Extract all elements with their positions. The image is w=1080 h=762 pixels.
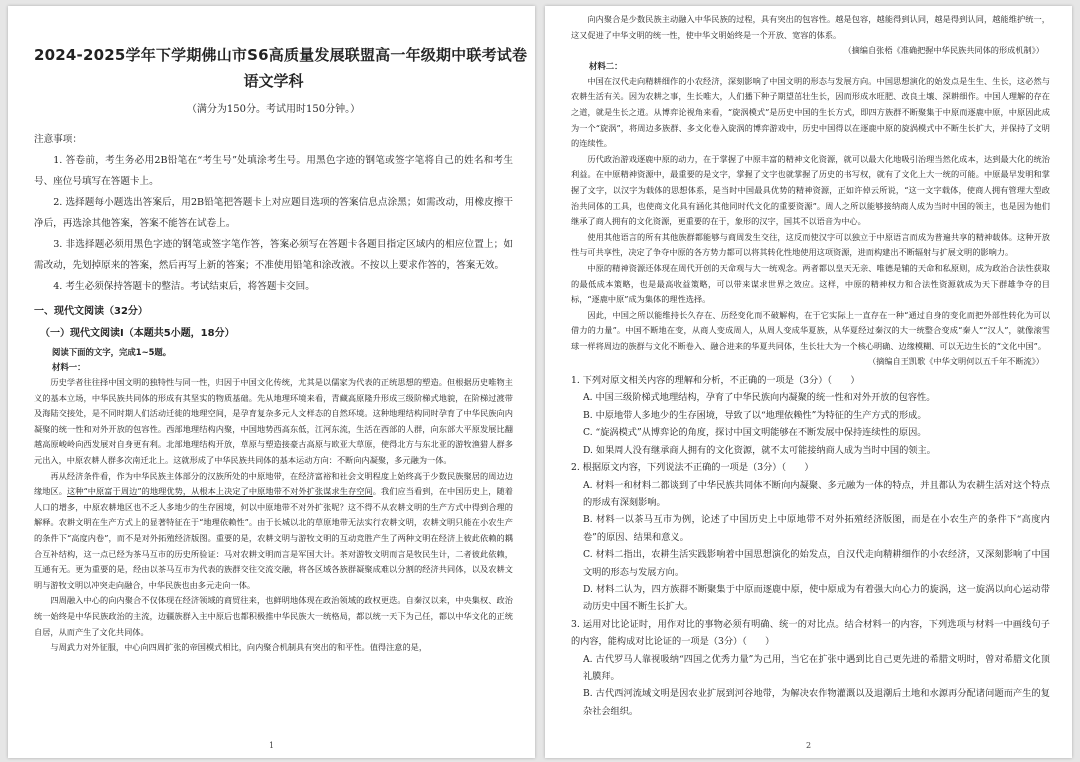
question-stem: 3. 运用对比论证时，用作对比的事物必须有明确、统一的对比点。结合材料一的内容，下列选项与材料一中画线句子的内容，能构成对比论证的一项是（3分）（ ） xyxy=(571,618,1050,648)
answer-option: B. 中原地带人多地少的生存困境，导致了以“地理依赖性”为特征的生产方式的形成。 xyxy=(583,409,927,421)
page-number: 2 xyxy=(805,741,812,750)
page-number: 1 xyxy=(268,741,275,750)
material-paragraph: 与周武力对外征服，中心向四周扩张的帝国模式相比，向内聚合机制具有突出的和平性。值得注意的是， xyxy=(50,642,428,653)
reading-instruction: 阅读下面的文字，完成1~5题。 xyxy=(52,347,172,357)
material-paragraph: 中国在汉代走向精耕细作的小农经济，深刻影响了中国文明的形态与发展方向。中国思想演化的始发点是生生、生长，这必然与农耕生活有关。因为农耕之事，生长唯大，人们播下种子期望茁壮生长，因而形成水旺肥、改良土壤、深耕细作。中国人理解的存在之道，就是生长之道。从博弈论视角来看，“旋涡模式”是历史中国的生长方式，即四方族群不断聚集于中原而逐鹿中原，中原因此成为一个“旋涡”，将周边多族群、多文化卷入旋涡的博弈游戏中，历史中国得以在逐鹿中原的旋涡模式中不断生长扩大，并保持了文明的连续性。 xyxy=(571,75,1050,149)
notice-heading: 注意事项： xyxy=(34,134,82,145)
paragraph-text: 。我们应当看到，在中国历史上，随着人口的增多，中原农耕地区也不乏人多地少的生存困境，何以中原地带不对外扩张呢？这不得不从农耕文明的生产方式中得到合理的解释。农耕文明在生产方式上的显著特征在于“地理依赖性”。由于长城以北的草原地带无法实行农耕文明，农耕文明只能在小农生产的条件下“高度内卷”，而不是对外拓殖经济版图。重要的是，农耕文明与游牧文明的互动竞胜产生了两种文明在经济上彼此依赖的耦合互补结构，这一点已经为茶马互市的历史所验证：马对农耕文明而言是军国大计。茶对游牧文明而言是牧民生计，二者彼此依赖，互通有无。更为重要的是，经由以茶马互市为代表的族群交往交流交融，将各区域各族群凝聚成难以分割的经济共同体，以及农耕文明与游牧文明以冲突走向融合，中华民族也由多元走向一体。 xyxy=(34,486,513,590)
notice-item: 1. 答卷前，考生务必用2B铅笔在“考生号”处填涂考生号。用黑色字迹的钢笔或签字笔将自己的姓名和考生号、座位号填写在答题卡上。 xyxy=(34,155,513,187)
answer-option: B. 材料一以茶马互市为例，论述了中国历史上中原地带不对外拓殖经济版图，而是在小农生产的条件下“高度内卷”的原因、结果和意义。 xyxy=(583,514,1050,543)
section-heading: 一、现代文阅读（32分） xyxy=(34,306,148,317)
material-label: 材料一： xyxy=(52,362,86,372)
answer-option: A. 中国三级阶梯式地理结构，孕育了中华民族向内凝聚的统一性和对外开放的包容性。 xyxy=(583,392,936,404)
source-citation: （摘编自张梧《准确把握中华民族共同体的形成机制》） xyxy=(843,45,1044,56)
question-stem: 1. 下列对原文相关内容的理解和分析，不正确的一项是（3分）（ ） xyxy=(571,375,860,387)
answer-option: C. 材料二指出，农耕生活实践影响着中国思想演化的始发点，自汉代走向精耕细作的小农经济，又深刻影响了中国文明的形态与发展方向。 xyxy=(583,549,1050,578)
exam-page-2 xyxy=(545,6,1072,758)
material-paragraph: 向内聚合是少数民族主动融入中华民族的过程，具有突出的包容性。越是包容，越能得到认同，越是得到认同，越能维护统一，这又促进了中华文明的统一性，使中华文明始终是一个开放、宽容的体系。 xyxy=(571,14,1050,40)
answer-option: B. 古代西河流域文明是因农业扩展到河谷地带，为解决农作物灌溉以及退潮后土地和水源再分配诸问题而产生的复杂社会组织。 xyxy=(583,688,1050,717)
material-paragraph: 中原的精神资源还体现在周代开创的天命观与大一统观念。两者都以皇天无亲、唯德是辅的天命和私原则，成为政治合法性获取的最低成本策略，也是最高收益策略，可以带来谋求世界之效应。这样，中原的精神权力和合法性资源就成为天下群雄争夺的目标，“逐鹿中原”成为集体的理性选择。 xyxy=(571,262,1050,305)
score-note: （满分为150分。考试用时150分钟。） xyxy=(186,104,361,115)
material-paragraph: 因此，中国之所以能维持长久存在、历经变化而不破解构，在于它实际上一直存在一种“通过自身的变化而把外部性转化为可以借力的力量”。中国不断地在变，从商人变成周人，从周人变成华夏族，从华夏经过秦汉的大一统整合变成“秦人”“汉人”，就像滚雪球一样将周边的族群与文化不断卷入、融合进来的华夏共同体，生长壮大为一个核心明确、边缘模糊、可以无边生长的“文化中国”。 xyxy=(571,309,1050,351)
answer-option: A. 古代罗马人靠视吸纳“四国之优秀力量”为己用，当它在扩张中遇到比自己更先进的希腊文明时，曾对希腊文化顶礼膜拜。 xyxy=(583,653,1050,682)
subsection-heading: （一）现代文阅读Ⅰ（本题共5小题，18分） xyxy=(40,328,235,339)
source-citation: （摘编自王凯歌《中华文明何以五千年不断流》） xyxy=(867,356,1044,367)
material-paragraph: 四周融入中心的向内聚合不仅体现在经济领域的商贸往来，也鲜明地体现在政治领域的政权更迭。自秦汉以来，中央集权、政治统一始终是中华民族政治的主流，边疆族群入主中原后也都积极推中华民族大一统格局，都以统一天下为己任，都以中华文化的正统自居，从而产生了文化共同体。 xyxy=(34,595,513,637)
notice-item: 4. 考生必须保持答题卡的整洁。考试结束后，将答题卡交回。 xyxy=(53,281,315,292)
material-paragraph xyxy=(34,469,513,594)
material-paragraph: 历史学者往往择中国文明的独特性与同一性，归因于中国文化传统，尤其是以儒家为代表的正统思想的塑造。但根据历史唯物主义的基本立场，中华民族共同体的形成有其坚实的物质基础。先从地理环境来看，青藏高原隆升形成三级阶梯式地貌，在阶梯过渡带及海陆交接处，是不同时期人们活动迁徙的地理空间，是孕育复杂多元人文样态的自然环境。这种地理结构同时孕育了中华民族向内凝聚的统一性和对外开放的包容性。西部地理结构内聚，中国地势西高东低，江河东流，生活在西部的人群，向东部大平原发展比翻越高原峻岭向西发展对自身更有利。北部地理结构开放，草原与塑造接豪古高原与欧亚大草原，使得北方与东北亚的游牧渔猎人群多元出入，中原农耕人群多次南迁北上。这就形成了中华民族共同体的基本运动方向：不断向内凝聚，多元融为一体。 xyxy=(34,377,513,465)
notice-item: 3. 非选择题必须用黑色字迹的钢笔或签字笔作答，答案必须写在答题卡各题目指定区域内的相应位置上；如需改动，先划掉原来的答案，然后再写上新的答案；不准使用铅笔和涂改液。不按以上要求作答的，答案无效。 xyxy=(34,239,513,271)
material-paragraph: 使用其他语言的所有其他族群都能够与商周发生交往，这反而使汉字可以独立于中原语言而成为普遍共享的精神载体。这种开放性与可共享性，决定了争夺中原的各方势力都可以将其转化性地使用这项资源，进而构建出不断辐射与扩展文明的影响力。 xyxy=(571,231,1050,258)
exam-subject: 语文学科 xyxy=(243,72,304,90)
material-paragraph: 历代政治游戏逐鹿中原的动力，在于掌握了中原丰富的精神文化资源，就可以最大化地吸引治理当然化成本，达到最大化的统治利益。在中原精神资源中，最重要的是文字，掌握了文字也就掌握了历史的书写权，就有了文化上大一统的可能。中原最早发明和掌握了文字，以汉字为载体的思想体系，是当时中国最具优势的精神资源，正如许倬云所说，“这一文字载体，使商人拥有管理大型政治共同体的工具，也使商文化具有涵化其他同时代文化的重要资源”。周人之所以能够接纳商人成为当时中国的领主，也是因为他们继承了商人拥有的文化资源，更重要的在于，象形的汉字，国其不以语音为中心。 xyxy=(571,153,1050,227)
answer-option: C. “旋涡模式”从博弈论的角度，探讨中国文明能够在不断发展中保持连续性的原因。 xyxy=(583,427,927,439)
exam-page-1 xyxy=(8,6,535,758)
notice-item: 2. 选择题每小题选出答案后，用2B铅笔把答题卡上对应题目选项的答案信息点涂黑；如需改动，用橡皮擦干净后，再选涂其他答案，答案不能答在试卷上。 xyxy=(34,197,513,229)
material-label: 材料二： xyxy=(589,60,623,71)
paragraph-text: 再从经济条件看，作为中华民族主体部分的汉族所处的中原地带，在经济富裕和社会文明程度上始终高于少数民族聚居的周边边缘地区。 xyxy=(34,470,513,497)
exam-title: 2024-2025学年下学期佛山市S6高质量发展联盟高一年级期中联考试卷 xyxy=(34,46,528,64)
underlined-sentence: 这种“中原富于周边”的地理优势，从根本上决定了中原地带不对外扩张谋求生存空间 xyxy=(67,486,373,497)
answer-option: A. 材料一和材料二都谈到了中华民族共同体不断向内凝聚、多元融为一体的特点，并且都认为农耕生活对这个特点的形成有深刻影响。 xyxy=(583,479,1050,508)
question-stem: 2. 根据原文内容，下列说法不正确的一项是（3分）（ ） xyxy=(571,462,814,474)
answer-option: D. 材料二认为，四方族群不断聚集于中原而逐鹿中原，使中原成为有着强大向心力的旋涡，这一旋涡以向心运动带动历史中国不断生长扩大。 xyxy=(583,583,1050,613)
answer-option: D. 如果周人没有继承商人拥有的文化资源，就不太可能接纳商人成为当时中国的领主。 xyxy=(583,444,936,456)
